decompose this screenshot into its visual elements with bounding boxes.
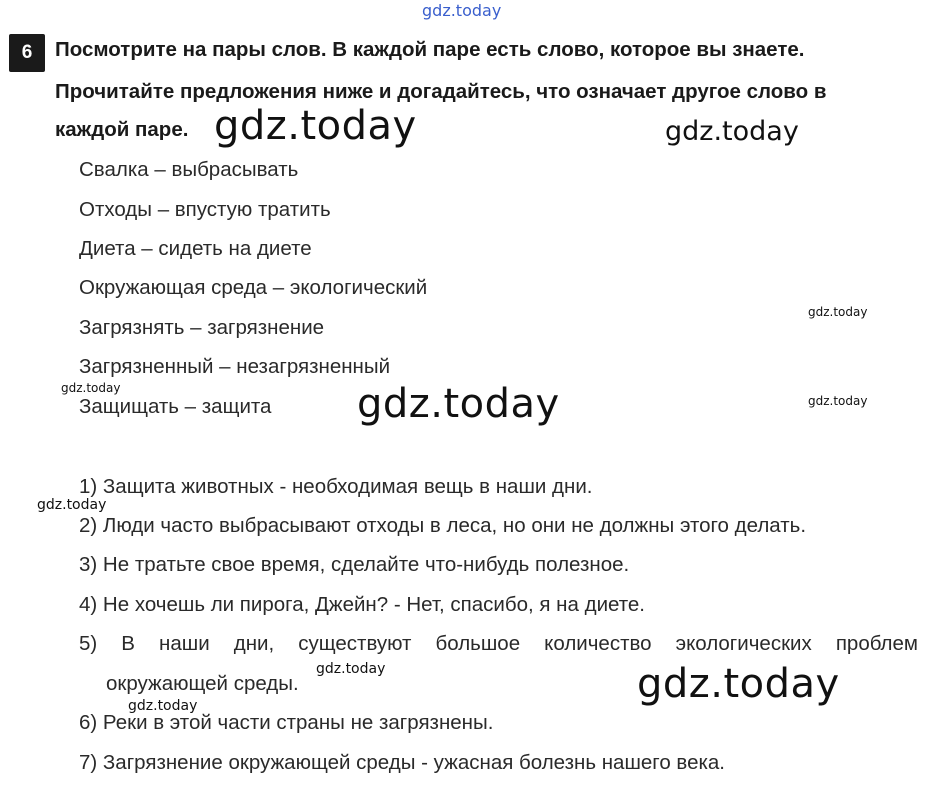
exercise-number-badge: 6: [9, 34, 45, 72]
sentence-6: 6) Реки в этой части страны не загрязнены.: [79, 711, 494, 734]
watermark: gdz.today: [316, 661, 386, 677]
sentence-7: 7) Загрязнение окружающей среды - ужасная болезнь нашего века.: [79, 751, 725, 774]
word-pair: Диета – сидеть на диете: [79, 237, 312, 260]
watermark: gdz.today: [808, 394, 868, 408]
watermark: gdz.today: [37, 497, 107, 513]
instruction-line-3: каждой паре.: [55, 118, 189, 141]
word-pair: Загрязнять – загрязнение: [79, 316, 325, 339]
word-pair: Отходы – впустую тратить: [79, 198, 331, 221]
watermark: gdz.today: [357, 381, 560, 427]
sentence-2: 2) Люди часто выбрасывают отходы в леса, но они не должны этого делать.: [79, 514, 807, 537]
word-pair: Свалка – выбрасывать: [79, 158, 299, 181]
word-pair: Окружающая среда – экологический: [79, 276, 428, 299]
watermark: gdz.today: [665, 116, 799, 147]
sentence-5: 5) В наши дни, существуют большое количество экологических проблем: [79, 632, 918, 655]
watermark: gdz.today: [61, 381, 121, 395]
sentence-5-continued: окружающей среды.: [106, 672, 299, 695]
watermark: gdz.today: [128, 698, 198, 714]
word-pair: Защищать – защита: [79, 395, 272, 418]
sentence-4: 4) Не хочешь ли пирога, Джейн? - Нет, спасибо, я на диете.: [79, 593, 645, 616]
watermark-top: gdz.today: [422, 1, 502, 20]
sentence-1: 1) Защита животных - необходимая вещь в наши дни.: [79, 475, 593, 498]
watermark: gdz.today: [637, 661, 840, 707]
watermark: gdz.today: [214, 103, 417, 149]
instruction-line-1: Посмотрите на пары слов. В каждой паре есть слово, которое вы знаете.: [55, 38, 805, 61]
sentence-3: 3) Не тратьте свое время, сделайте что-нибудь полезное.: [79, 553, 630, 576]
watermark: gdz.today: [808, 305, 868, 319]
instruction-line-2: Прочитайте предложения ниже и догадайтесь, что означает другое слово в: [55, 80, 827, 103]
word-pair: Загрязненный – незагрязненный: [79, 355, 391, 378]
